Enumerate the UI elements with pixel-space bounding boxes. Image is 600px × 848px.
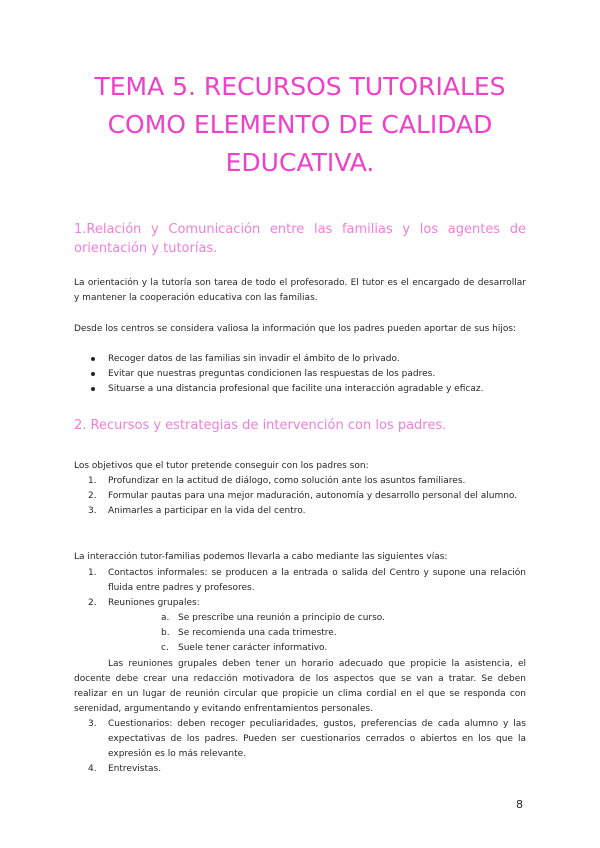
sub-list-item [108, 611, 526, 626]
sub-item-letter: c. [161, 643, 169, 653]
list-item [74, 762, 526, 777]
list-item [74, 367, 526, 382]
sub-item-letter: b. [161, 628, 170, 638]
list-item [74, 489, 526, 504]
item-text: Reuniones grupales: [108, 598, 200, 608]
group-meetings-sublist [108, 611, 526, 656]
title-line-1: TEMA 5. RECURSOS TUTORIALES [94, 72, 506, 101]
item-number: 4. [88, 764, 97, 774]
sub-item-text: Se prescribe una reunión a principio de curso. [178, 613, 385, 623]
bullet-icon [91, 357, 95, 361]
title-line-2: COMO ELEMENTO DE CALIDAD [107, 110, 493, 139]
page-number: 8 [516, 798, 523, 811]
section-1-paragraph-2: Desde los centros se considera valiosa la información que los padres pueden aportar de sus hijos: [74, 324, 517, 334]
bullet-text: Evitar que nuestras preguntas condicionen las respuestas de los padres. [108, 369, 436, 379]
objectives-list [74, 474, 526, 519]
bullet-text: Recoger datos de las familias sin invadir el ámbito de lo privado. [108, 354, 400, 364]
section-1-paragraph-1: La orientación y la tutoría son tarea de todo el profesorado. El tutor es el encargado de desarrollar y mantener la cooperación educativa con las familias. [74, 278, 526, 303]
item-number: 3. [88, 506, 97, 516]
item-number: 2. [88, 598, 97, 608]
list-item [74, 596, 526, 656]
section-1-heading-line-2: orientación y tutorías. [74, 241, 218, 256]
bullet-icon [91, 372, 95, 376]
list-item [74, 352, 526, 367]
list-item [74, 474, 526, 489]
ways-list [74, 566, 526, 656]
page-title [60, 68, 540, 182]
section-1-heading [74, 220, 526, 258]
item-text: Cuestionarios: deben recoger peculiaridades, gustos, preferencias de cada alumno y las expectativas de los padres. Pueden ser cuestionarios cerrados o abiertos en los que la expresión es lo más relevante. [108, 719, 526, 759]
list-item [74, 717, 526, 762]
sub-item-text: Suele tener carácter informativo. [178, 643, 328, 653]
list-item [74, 566, 526, 596]
item-text: Profundizar en la actitud de diálogo, como solución ante los asuntos familiares. [108, 476, 466, 486]
group-meetings-note: Las reuniones grupales deben tener un horario adecuado que propicie la asistencia, el docente debe crear una redacción motivadora de los aspectos que se van a tratar. Se deben realizar en un lugar de reunión circular que propicie un clima cordial en el que se responda con serenidad, argumentando y evitando enfrentamientos personales. [74, 659, 526, 714]
sub-list-item [108, 626, 526, 641]
item-text: Animarles a participar en la vida del centro. [108, 506, 306, 516]
item-number: 3. [88, 719, 97, 729]
section-1-heading-line-1: 1.Relación y Comunicación entre las familias y los agentes de [74, 222, 526, 237]
ways-list-continued [74, 717, 526, 777]
item-text: Entrevistas. [108, 764, 162, 774]
item-text: Contactos informales: se producen a la entrada o salida del Centro y supone una relación fluida entre padres y profesores. [108, 568, 526, 593]
bullet-text: Situarse a una distancia profesional que facilite una interacción agradable y eficaz. [108, 384, 484, 394]
title-line-3: EDUCATIVA. [225, 148, 375, 177]
item-number: 2. [88, 491, 97, 501]
section-1-bullet-list [74, 352, 526, 397]
section-2-paragraph-1: Los objetivos que el tutor pretende conseguir con los padres son: [74, 461, 369, 471]
sub-list-item [108, 641, 526, 656]
item-text: Formular pautas para una mejor maduración, autonomía y desarrollo personal del alumno. [108, 491, 518, 501]
section-2-heading: 2. Recursos y estrategias de intervención con los padres. [74, 418, 447, 433]
item-number: 1. [88, 568, 97, 578]
item-number: 1. [88, 476, 97, 486]
list-item [74, 382, 526, 397]
list-item [74, 504, 526, 519]
section-2-paragraph-2: La interacción tutor-familias podemos llevarla a cabo mediante las siguientes vías: [74, 552, 448, 562]
sub-item-text: Se recomienda una cada trimestre. [178, 628, 337, 638]
sub-item-letter: a. [161, 613, 170, 623]
bullet-icon [91, 387, 95, 391]
